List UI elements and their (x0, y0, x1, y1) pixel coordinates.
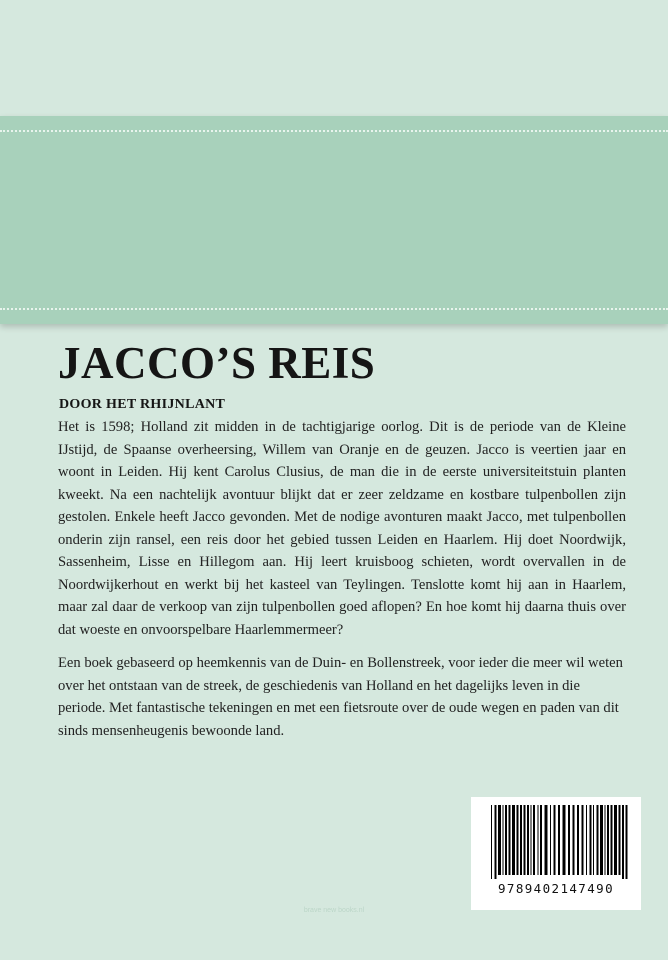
barcode-bar (568, 805, 570, 875)
barcode-bar (509, 805, 511, 875)
barcode-bar (533, 805, 535, 875)
book-title: JACCO’S REIS (58, 338, 376, 388)
barcode-bar (607, 805, 609, 875)
barcode-bar (622, 805, 624, 879)
barcode-bar (503, 805, 504, 875)
decorative-band (0, 116, 668, 324)
barcode-bar (498, 805, 501, 875)
blurb-paragraph-1: Het is 1598; Holland zit midden in de tachtigjarige oorlog. Dit is de periode van de Kleine IJstijd, de Spaanse overheersing, Willem van Oranje en de geuzen. Jacco is veertien jaar en woont in Leiden. Hij kent Carolus Clusius, de man die in de eerste universiteitstuin planten kweekt. Na een nachtelijk avontuur blijkt dat er zeer zeldzame en kostbare tulpenbollen zijn gestolen. Enkele heeft Jacco gevonden. Met de nodige avonturen maakt Jacco, met tulpenbollen onderin zijn ransel, een reis door het gebied tussen Leiden en Haarlem. Hij doet Noordwijk, Sassenheim, Lisse en Hillegom aan. Hij leert kruisboog schieten, wordt overvallen in de Noordwijkerhout en werkt bij het kasteel van Teylingen. Tenslotte komt hij aan in Haarlem, maar zal daar de verkoop van zijn tulpenbollen goed aflopen? En hoe komt hij daarna thuis over dat woeste en onvoorspelbare Haarlemmermeer? (58, 419, 626, 638)
barcode-bar (586, 805, 587, 875)
barcode-bar (614, 805, 617, 875)
barcode-bar (520, 805, 522, 875)
barcode-bar (597, 805, 599, 875)
isbn-number: 9789402147490 (497, 881, 615, 896)
barcode-bar (538, 805, 539, 875)
barcode-bar (545, 805, 548, 875)
barcode-bar (512, 805, 515, 875)
barcode-bar (527, 805, 529, 875)
barcode-bar (524, 805, 526, 875)
barcode-bar (593, 805, 594, 875)
barcode-bar (626, 805, 628, 879)
barcode-bar (531, 805, 532, 875)
stitch-line-top (0, 130, 668, 132)
blurb-paragraph-2: Een boek gebaseerd op heemkennis van de Duin- en Bollenstreek, voor ieder die meer wil weten over het ontstaan van de streek, de geschiedenis van Holland en het dagelijks leven in die periode. Met fantastische tekeningen en met een fietsroute over de oude wegen en paden van dit sinds mensenheugenis bewoonde land. (58, 655, 623, 739)
barcode-bar (495, 805, 497, 879)
barcode-bar (550, 805, 551, 875)
book-subtitle: DOOR HET RHIJNLANT (59, 397, 226, 412)
barcode-bar (582, 805, 584, 875)
stitch-line-bottom (0, 308, 668, 310)
barcode-bar (619, 805, 621, 875)
barcode-bar (563, 805, 566, 875)
barcode-bar (558, 805, 560, 875)
barcode-bar (577, 805, 579, 875)
barcode-bar (517, 805, 519, 875)
barcode-bar (590, 805, 592, 875)
barcode-bar (605, 805, 606, 875)
barcode-bar (540, 805, 542, 875)
barcode-bar (554, 805, 556, 875)
barcode-icon (471, 797, 641, 881)
barcode-panel (471, 797, 641, 910)
barcode-bar (573, 805, 575, 875)
barcode-bar (505, 805, 507, 875)
barcode-bar (491, 805, 492, 879)
publisher-name: brave new books.nl (303, 907, 365, 914)
barcode-bar (611, 805, 613, 875)
barcode-bar (600, 805, 603, 875)
